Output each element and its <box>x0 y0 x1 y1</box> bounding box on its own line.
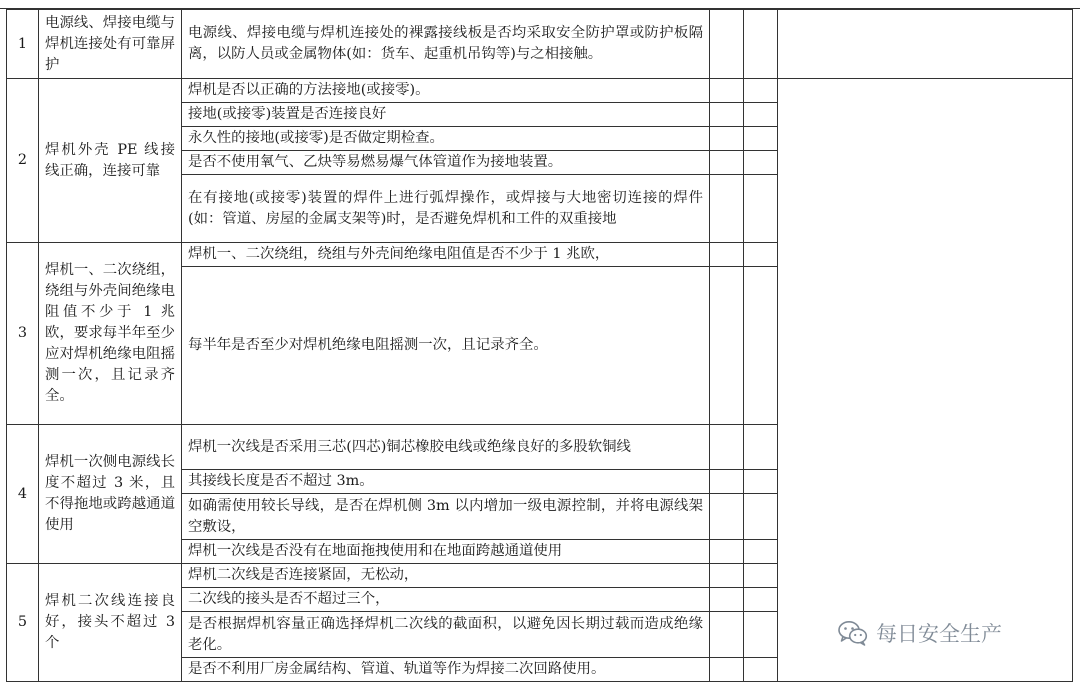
check-cell <box>744 267 778 425</box>
requirement-text: 电源线、焊接电缆与焊机连接处的裸露接线板是否均采取安全防护罩或防护板隔离，以防人员或金属物体(如：货车、起重机吊钩等)与之相接触。 <box>182 10 710 79</box>
requirement-text: 接地(或接零)装置是否连接良好 <box>182 103 710 127</box>
check-cell <box>710 658 744 682</box>
check-cell <box>744 103 778 127</box>
remarks-cell <box>778 79 1073 682</box>
inspection-item: 焊机外壳 PE 线接线正确，连接可靠 <box>39 79 182 243</box>
check-cell <box>710 103 744 127</box>
remarks-cell <box>778 10 1073 79</box>
requirement-text: 焊机一次线是否采用三芯(四芯)铜芯橡胶电线或绝缘良好的多股软铜线 <box>182 425 710 470</box>
check-cell <box>744 564 778 588</box>
requirement-text: 二次线的接头是否不超过三个， <box>182 588 710 612</box>
check-cell <box>744 612 778 658</box>
section-number: 4 <box>7 425 39 564</box>
check-cell <box>744 79 778 103</box>
check-cell <box>710 10 744 79</box>
check-cell <box>744 243 778 267</box>
inspection-item: 焊机一次侧电源线长度不超过 3 米，且不得拖地或跨越通道使用 <box>39 425 182 564</box>
requirement-text: 如确需使用较长导线，是否在焊机侧 3m 以内增加一级电源控制，并将电源线架空敷设， <box>182 494 710 540</box>
check-cell <box>744 588 778 612</box>
requirement-text: 焊机二次线是否连接紧固，无松动， <box>182 564 710 588</box>
check-cell <box>744 425 778 470</box>
requirement-text: 是否不使用氧气、乙炔等易燃易爆气体管道作为接地装置。 <box>182 151 710 175</box>
check-cell <box>710 127 744 151</box>
check-cell <box>710 470 744 494</box>
check-cell <box>710 588 744 612</box>
check-cell <box>744 658 778 682</box>
check-cell <box>710 267 744 425</box>
check-cell <box>710 612 744 658</box>
check-cell <box>744 151 778 175</box>
requirement-text: 永久性的接地(或接零)是否做定期检查。 <box>182 127 710 151</box>
table-row <box>7 79 1073 103</box>
check-cell <box>744 175 778 243</box>
check-cell <box>744 470 778 494</box>
requirement-text: 每半年是否至少对焊机绝缘电阻摇测一次，且记录齐全。 <box>182 267 710 425</box>
check-cell <box>710 175 744 243</box>
check-cell <box>710 425 744 470</box>
section-number: 3 <box>7 243 39 425</box>
requirement-text: 焊机是否以正确的方法接地(或接零)。 <box>182 79 710 103</box>
requirement-text: 是否不利用厂房金属结构、管道、轨道等作为焊接二次回路使用。 <box>182 658 710 682</box>
check-cell <box>710 564 744 588</box>
check-cell <box>744 494 778 540</box>
inspection-checklist-table <box>6 9 1073 682</box>
check-cell <box>744 127 778 151</box>
check-cell <box>710 151 744 175</box>
check-cell <box>744 10 778 79</box>
requirement-text: 是否根据焊机容量正确选择焊机二次线的截面积，以避免因长期过载而造成绝缘老化。 <box>182 612 710 658</box>
check-cell <box>710 540 744 564</box>
section-number: 5 <box>7 564 39 682</box>
inspection-item: 焊机二次线连接良好，接头不超过 3 个 <box>39 564 182 682</box>
check-cell <box>710 79 744 103</box>
check-cell <box>710 494 744 540</box>
inspection-item: 电源线、焊接电缆与焊机连接处有可靠屏护 <box>39 10 182 79</box>
wechat-icon <box>838 620 868 646</box>
section-number: 2 <box>7 79 39 243</box>
requirement-text: 其接线长度是否不超过 3m。 <box>182 470 710 494</box>
section-number: 1 <box>7 10 39 79</box>
check-cell <box>710 243 744 267</box>
inspection-item: 焊机一、二次绕组，绕组与外壳间绝缘电阻值不少于 1 兆欧，要求每半年至少应对焊机绝缘电阻摇测一次，且记录齐全。 <box>39 243 182 425</box>
requirement-text: 在有接地(或接零)装置的焊件上进行弧焊操作，或焊接与大地密切连接的焊件(如：管道、房屋的金属支架等)时，是否避免焊机和工件的双重接地 <box>182 175 710 243</box>
watermark <box>838 618 1002 648</box>
watermark-text: 每日安全生产 <box>876 622 1002 646</box>
check-cell <box>744 540 778 564</box>
requirement-text: 焊机一、二次绕组，绕组与外壳间绝缘电阻值是否不少于 1 兆欧， <box>182 243 710 267</box>
requirement-text: 焊机一次线是否没有在地面拖拽使用和在地面跨越通道使用 <box>182 540 710 564</box>
table-row <box>7 10 1073 79</box>
